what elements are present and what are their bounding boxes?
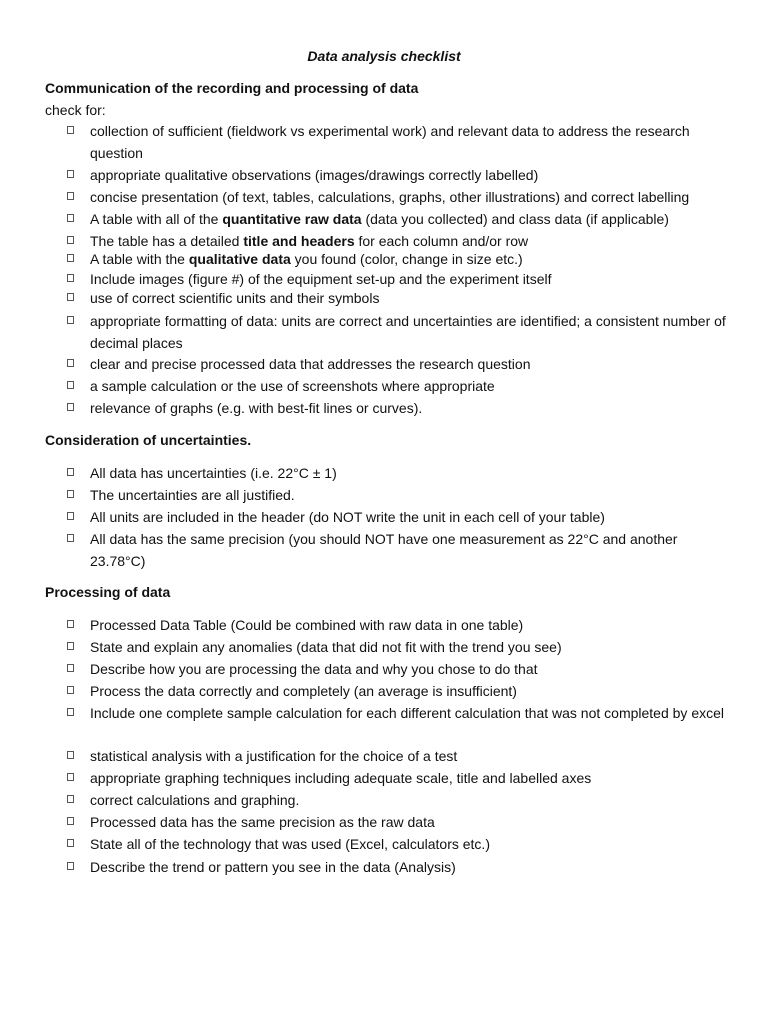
section-heading: Communication of the recording and processing of data [45,80,419,96]
checklist-item [67,529,732,572]
checkbox-icon[interactable] [67,751,74,759]
checklist-item [67,834,732,856]
checkbox-icon[interactable] [67,293,74,301]
checkbox-icon[interactable] [67,316,74,324]
checklist-item-text: clear and precise processed data that addresses the research question [90,356,531,372]
checklist-item-text: relevance of graphs (e.g. with best-fit lines or curves). [90,400,423,416]
checkbox-icon[interactable] [67,664,74,672]
checklist-item [67,812,732,834]
checklist-item-text: The uncertainties are all justified. [90,487,295,503]
checklist-item-text: All data has uncertainties (i.e. 22°C ± 1) [90,465,337,481]
checkbox-icon[interactable] [67,214,74,222]
checklist-item-text: Process the data correctly and completely (an average is insufficient) [90,683,517,699]
checkbox-icon[interactable] [67,795,74,803]
checkbox-icon[interactable] [67,236,74,244]
emphasis-text: qualitative data [188,251,291,267]
checklist-item-text: Describe the trend or pattern you see in the data (Analysis) [90,859,456,875]
section-heading: Processing of data [45,584,171,600]
checklist-item [67,463,732,485]
checklist-item [67,354,732,376]
document-title: Data analysis checklist [307,48,461,64]
checklist-item [67,288,732,310]
checkbox-icon[interactable] [67,359,74,367]
checklist-item [67,485,732,507]
checklist-item [67,209,732,231]
checklist-item-text: appropriate formatting of data: units are correct and uncertainties are identified; a consistent number of decimal places [90,313,726,351]
checkbox-icon[interactable] [67,192,74,200]
checkbox-icon[interactable] [67,773,74,781]
checklist-item [67,703,732,725]
checklist-item [67,857,732,879]
checkbox-icon[interactable] [67,534,74,542]
checklist-item-text: correct calculations and graphing. [90,792,300,808]
checklist-item-text: Include images (figure #) of the equipment set-up and the experiment itself [90,271,552,287]
checkbox-icon[interactable] [67,403,74,411]
checklist-item-text: Include one complete sample calculation for each different calculation that was not completed by excel [90,705,724,721]
checklist-item-text: All units are included in the header (do NOT write the unit in each cell of your table) [90,509,605,525]
section-intro: check for: [45,102,106,118]
checkbox-icon[interactable] [67,708,74,716]
checklist-item-text: collection of sufficient (fieldwork vs experimental work) and relevant data to address the research question [90,123,690,161]
section-heading: Consideration of uncertainties. [45,432,252,448]
checklist-item-text: State and explain any anomalies (data that did not fit with the trend you see) [90,639,562,655]
checklist-item [67,376,732,398]
emphasis-text: quantitative raw data [222,211,362,227]
checklist-item [67,311,732,354]
checklist-item [67,681,732,703]
checklist-item-text: appropriate qualitative observations (images/drawings correctly labelled) [90,167,539,183]
checkbox-icon[interactable] [67,512,74,520]
checkbox-icon[interactable] [67,862,74,870]
checklist-item-text: use of correct scientific units and their symbols [90,290,380,306]
checklist-item [67,790,732,812]
checkbox-icon[interactable] [67,468,74,476]
checklist-item [67,249,732,271]
checklist-item-text: Processed Data Table (Could be combined with raw data in one table) [90,617,524,633]
checkbox-icon[interactable] [67,490,74,498]
checklist-item-text: All data has the same precision (you should NOT have one measurement as 22°C and another 23.78°C) [90,531,678,569]
checklist-item-text: The table has a detailed title and headers for each column and/or row [90,233,529,249]
checkbox-icon[interactable] [67,620,74,628]
checklist-item-text: Processed data has the same precision as the raw data [90,814,435,830]
emphasis-text: title and headers [243,233,355,249]
checklist-item-text: A table with all of the quantitative raw data (data you collected) and class data (if applicable) [90,211,669,227]
checklist-item [67,121,732,164]
checkbox-icon[interactable] [67,274,74,282]
checklist-item-text: A table with the qualitative data you found (color, change in size etc.) [90,251,523,267]
checklist-item [67,187,732,209]
checklist-item [67,507,732,529]
checkbox-icon[interactable] [67,381,74,389]
checklist-item-text: concise presentation (of text, tables, calculations, graphs, other illustrations) and correct labelling [90,189,690,205]
checkbox-icon[interactable] [67,817,74,825]
checklist-item-text: appropriate graphing techniques including adequate scale, title and labelled axes [90,770,592,786]
checklist-item-text: State all of the technology that was used (Excel, calculators etc.) [90,836,490,852]
checklist-item [67,615,732,637]
checklist-item [67,768,732,790]
checklist-item-text: Describe how you are processing the data and why you chose to do that [90,661,538,677]
checkbox-icon[interactable] [67,126,74,134]
checklist-item [67,165,732,187]
checklist-item [67,398,732,420]
checklist-item [67,746,732,768]
checklist-item-text: a sample calculation or the use of screenshots where appropriate [90,378,495,394]
checkbox-icon[interactable] [67,686,74,694]
checklist-item-text: statistical analysis with a justification for the choice of a test [90,748,458,764]
checkbox-icon[interactable] [67,839,74,847]
checkbox-icon[interactable] [67,254,74,262]
checklist-item [67,659,732,681]
checkbox-icon[interactable] [67,170,74,178]
checkbox-icon[interactable] [67,642,74,650]
checklist-item [67,637,732,659]
